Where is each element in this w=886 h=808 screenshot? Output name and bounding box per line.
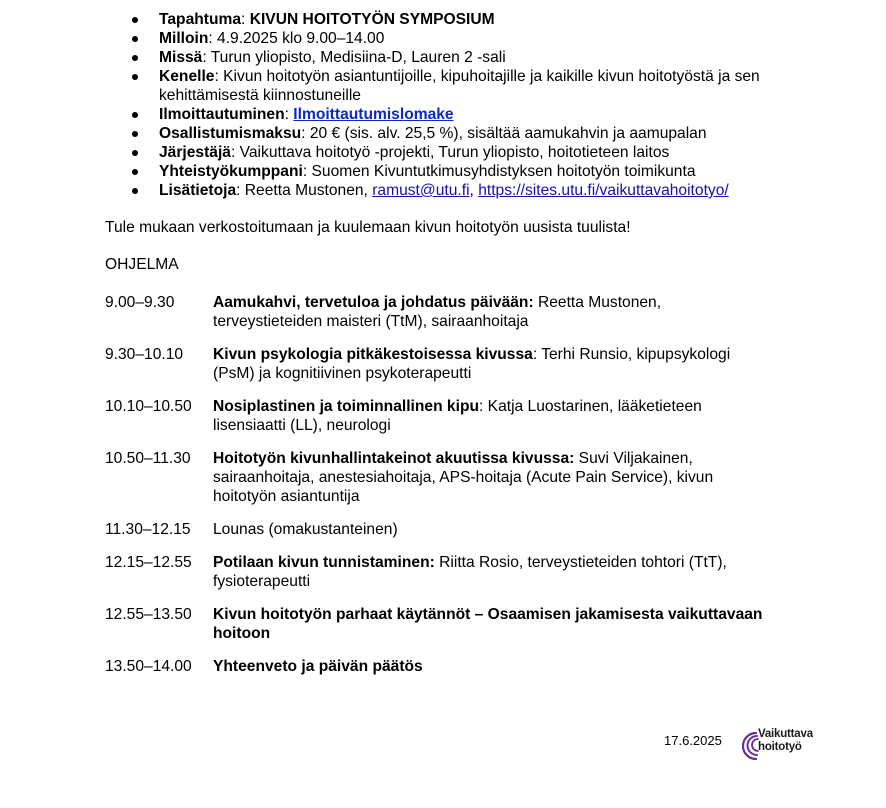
info-item-organizer: Järjestäjä: Vaikuttava hoitotyö -projekti, Turun yliopisto, hoitotieteen laitos	[105, 143, 785, 162]
program-row	[105, 293, 785, 331]
program-title: Nosiplastinen ja toiminnallinen kipu	[213, 398, 479, 415]
program-title: Hoitotyön kivunhallintakeinot akuutissa kivussa:	[213, 450, 575, 467]
bullet-icon	[132, 169, 138, 175]
program-time: 13.50–14.00	[105, 658, 192, 675]
program-time: 10.10–10.50	[105, 398, 192, 415]
program-speaker: Reetta Mustonen, terveystieteiden maisteri (TtM), sairaanhoitaja	[213, 294, 662, 330]
program-title: Yhteenveto ja päivän päätös	[213, 658, 423, 675]
bullet-icon	[132, 131, 138, 137]
bullet-icon	[132, 36, 138, 42]
program-time: 9.00–9.30	[105, 294, 175, 311]
bullet-icon	[132, 188, 138, 194]
logo-text: Vaikuttava hoitotyö	[758, 728, 813, 753]
info-label: Tapahtuma	[159, 11, 242, 28]
info-item-audience: Kenelle: Kivun hoitotyön asiantuntijoille, kipuhoitajille ja kaikille kivun hoitotyöstä ja sen kehittämisestä kiinnostuneille	[105, 67, 785, 105]
info-item-fee: Osallistumismaksu: 20 € (sis. alv. 25,5 %), sisältää aamukahvin ja aamupalan	[105, 124, 785, 143]
program-description	[213, 553, 785, 591]
program-speaker: : Katja Luostarinen, lääketieteen lisensiaatti (LL), neurologi	[213, 398, 702, 434]
program-description	[213, 657, 785, 676]
program-row	[105, 605, 785, 643]
program-description	[213, 520, 785, 539]
footer-date: 17.6.2025	[664, 733, 722, 748]
program-row	[105, 397, 785, 435]
document-body	[105, 10, 785, 690]
program-speaker: : Terhi Runsio, kipupsykologi (PsM) ja kognitiivinen psykoterapeutti	[213, 346, 731, 382]
event-info-list	[105, 10, 785, 200]
bullet-icon	[132, 17, 138, 23]
contact-name: Reetta Mustonen,	[244, 182, 373, 199]
info-item-event: Tapahtuma: KIVUN HOITOTYÖN SYMPOSIUM	[105, 10, 785, 29]
info-item-registration: Ilmoittautuminen: Ilmoittautumislomake	[105, 105, 785, 124]
info-value: Vaikuttava hoitotyö -projekti, Turun yliopisto, hoitotieteen laitos	[239, 144, 670, 161]
info-label: Lisätietoja	[159, 182, 237, 199]
program-row	[105, 345, 785, 383]
program-time: 11.30–12.15	[105, 521, 191, 538]
program-title: Potilaan kivun tunnistaminen:	[213, 554, 435, 571]
program-description	[213, 449, 785, 506]
program-heading: OHJELMA	[105, 256, 179, 273]
info-label: Osallistumismaksu	[159, 125, 302, 142]
program-table	[105, 293, 785, 676]
bullet-icon	[132, 112, 138, 118]
program-speaker: Riitta Rosio, terveystieteiden tohtori (TtT), fysioterapeutti	[213, 554, 727, 590]
website-link[interactable]: https://sites.utu.fi/vaikuttavahoitotyo/	[478, 182, 729, 199]
info-value: Turun yliopisto, Medisiina-D, Lauren 2 -sali	[210, 49, 506, 66]
info-item-when: Milloin: 4.9.2025 klo 9.00–14.00	[105, 29, 785, 48]
info-item-where: Missä: Turun yliopisto, Medisiina-D, Lauren 2 -sali	[105, 48, 785, 67]
info-value: 20 € (sis. alv. 25,5 %), sisältää aamukahvin ja aamupalan	[309, 125, 707, 142]
program-speaker: Suvi Viljakainen, sairaanhoitaja, anestesiahoitaja, APS-hoitaja (Acute Pain Service), kivun hoitotyön asiantuntija	[213, 450, 714, 505]
program-title: Aamukahvi, tervetuloa ja johdatus päivään:	[213, 294, 534, 311]
program-row	[105, 520, 785, 539]
info-label: Järjestäjä	[159, 144, 231, 161]
program-description	[213, 293, 785, 331]
event-title: KIVUN HOITOTYÖN SYMPOSIUM	[249, 11, 495, 28]
program-description	[213, 397, 785, 435]
bullet-icon	[132, 55, 138, 61]
vaikuttava-hoitotyo-logo	[740, 727, 830, 767]
info-label: Ilmoittautuminen	[159, 106, 285, 123]
info-value: Suomen Kivuntutkimusyhdistyksen hoitotyön toimikunta	[311, 163, 696, 180]
program-row	[105, 553, 785, 591]
program-time: 10.50–11.30	[105, 450, 191, 467]
info-value: Kivun hoitotyön asiantuntijoille, kipuhoitajille ja kaikille kivun hoitotyöstä ja sen kehittämisestä kiinnostuneille	[159, 68, 760, 104]
info-item-partner: Yhteistyökumppani: Suomen Kivuntutkimusyhdistyksen hoitotyön toimikunta	[105, 162, 785, 181]
program-row	[105, 657, 785, 676]
info-label: Missä	[159, 49, 203, 66]
info-label: Yhteistyökumppani	[159, 163, 303, 180]
registration-form-link[interactable]: Ilmoittautumislomake	[293, 106, 454, 123]
program-time: 9.30–10.10	[105, 346, 184, 363]
info-value: 4.9.2025 klo 9.00–14.00	[217, 30, 385, 47]
bullet-icon	[132, 74, 138, 80]
program-time: 12.55–13.50	[105, 606, 192, 623]
program-time: 12.15–12.55	[105, 554, 192, 571]
bullet-icon	[132, 150, 138, 156]
program-speaker: Lounas (omakustanteinen)	[213, 521, 398, 538]
program-title: Kivun psykologia pitkäkestoisessa kivussa	[213, 346, 533, 363]
info-item-more-info: Lisätietoja: Reetta Mustonen, ramust@utu.fi, https://sites.utu.fi/vaikuttavahoitotyo/	[105, 181, 785, 200]
program-row	[105, 449, 785, 506]
program-description	[213, 345, 785, 383]
program-description	[213, 605, 785, 643]
info-label: Milloin	[159, 30, 209, 47]
email-link[interactable]: ramust@utu.fi	[372, 182, 470, 199]
intro-text: Tule mukaan verkostoitumaan ja kuulemaan kivun hoitotyön uusista tuulista!	[105, 219, 631, 236]
program-title: Kivun hoitotyön parhaat käytännöt – Osaamisen jakamisesta vaikuttavaan hoitoon	[213, 606, 763, 642]
info-label: Kenelle	[159, 68, 215, 85]
